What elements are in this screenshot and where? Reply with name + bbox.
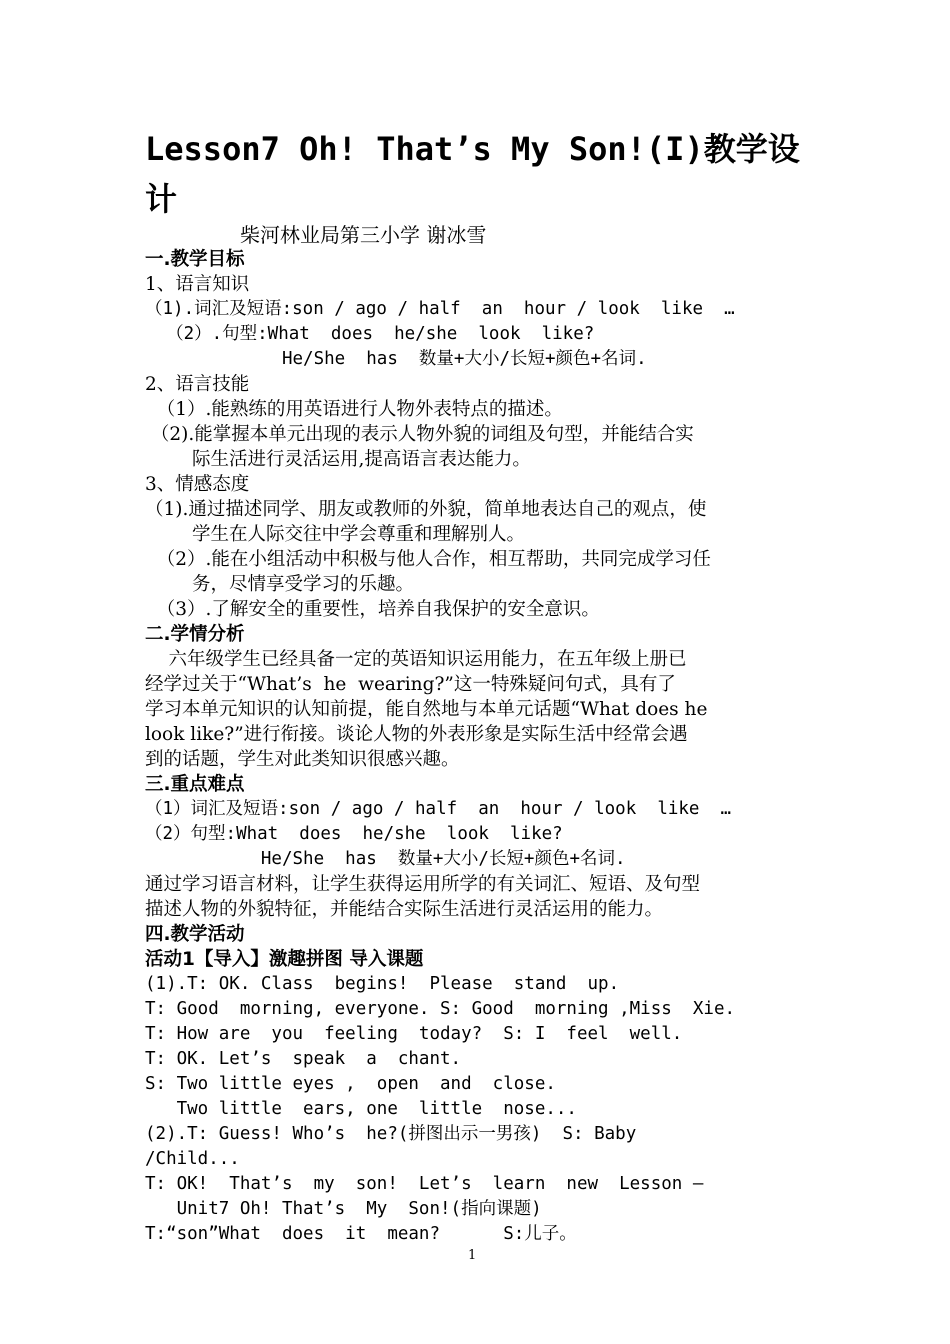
dialog-line-7: (2).T: Guess! Who’s he?(拼图出示一男孩) S: Baby (145, 1124, 637, 1144)
page-number: 1 (468, 1248, 477, 1263)
attitude-line-2: 学生在人际交往中学会尊重和理解别人。 (145, 524, 526, 545)
key-summary-line-1: 通过学习语言材料，让学生获得运用所学的有关词汇、短语、及句型 (145, 874, 701, 895)
title-line-2: 计 (145, 180, 178, 218)
analysis-line-4: look like?”进行衔接。谈论人物的外表形象是实际生活中经常会遇 (145, 724, 688, 745)
activity-1-heading: 活动1【导入】激趣拼图 导入课题 (145, 949, 424, 970)
dialog-line-3: T: How are you feeling today? S: I feel well. (145, 1024, 683, 1044)
author-line: 柴河林业局第三小学 谢冰雪 (240, 223, 487, 247)
dialog-line-1: (1).T: OK. Class begins! Please stand up. (145, 974, 620, 994)
key-sentence-pattern-line: He/She has 数量+大小/长短+颜色+名词. (145, 849, 626, 869)
skills-line-1: （1）.能熟练的用英语进行人物外表特点的描述。 (145, 399, 563, 420)
subheading-language-skills: 2、语言技能 (145, 374, 250, 395)
analysis-line-1: 六年级学生已经具备一定的英语知识运用能力，在五年级上册已 (145, 649, 687, 670)
skills-line-3: 际生活进行灵活运用,提高语言表达能力。 (145, 449, 531, 470)
analysis-line-3: 学习本单元知识的认知前提，能自然地与本单元话题“What does he (145, 699, 708, 720)
dialog-line-2: T: Good morning, everyone. S: Good morning ,Miss Xie. (145, 999, 736, 1019)
analysis-line-2: 经学过关于“What’s he wearing?”这一特殊疑问句式，具有了 (145, 674, 676, 695)
objective-vocab-line: （1).词汇及短语:son / ago / half an hour / look like … (145, 299, 735, 319)
skills-line-2: （2).能掌握本单元出现的表示人物外貌的词组及句型，并能结合实 (145, 424, 694, 445)
title-line-1: Lesson7 Oh! That’s My Son!(I)教学设 (145, 130, 800, 168)
attitude-line-1: （1).通过描述同学、朋友或教师的外貌，简单地表达自己的观点，使 (145, 499, 707, 520)
dialog-line-10: Unit7 Oh! That’s My Son!(指向课题) (145, 1199, 542, 1219)
dialog-line-6: Two little ears, one little nose... (145, 1099, 577, 1119)
key-summary-line-2: 描述人物的外貌特征，并能结合实际生活进行灵活运用的能力。 (145, 899, 664, 920)
dialog-line-5: S: Two little eyes , open and close. (145, 1074, 556, 1094)
attitude-line-3: （2）.能在小组活动中积极与他人合作，相互帮助，共同完成学习任 (145, 549, 711, 570)
section-heading-analysis: 二.学情分析 (145, 624, 245, 645)
dialog-line-9: T: OK! That’s my son! Let’s learn new Lesson — (145, 1174, 704, 1194)
subheading-language-knowledge: 1、语言知识 (145, 274, 250, 295)
objective-sentence-line: （2）.句型:What does he/she look like? (145, 324, 595, 344)
subheading-attitudes: 3、情感态度 (145, 474, 250, 495)
dialog-line-4: T: OK. Let’s speak a chant. (145, 1049, 462, 1069)
analysis-line-5: 到的话题，学生对此类知识很感兴趣。 (145, 749, 460, 770)
section-heading-key-points: 三.重点难点 (145, 774, 245, 795)
key-sentence-line: （2）句型:What does he/she look like? (145, 824, 563, 844)
key-vocab-line: （1）词汇及短语:son / ago / half an hour / look like … (145, 799, 732, 819)
objective-sentence-pattern-line: He/She has 数量+大小/长短+颜色+名词. (145, 349, 647, 369)
dialog-line-8: /Child... (145, 1149, 240, 1169)
section-heading-activities: 四.教学活动 (145, 924, 245, 945)
document-title (145, 124, 825, 224)
attitude-line-5: （3）.了解安全的重要性，培养自我保护的安全意识。 (145, 599, 600, 620)
section-heading-objectives: 一.教学目标 (145, 249, 245, 270)
dialog-line-11: T:“son”What does it mean? S:儿子。 (145, 1224, 577, 1244)
attitude-line-4: 务，尽情享受学习的乐趣。 (145, 574, 415, 595)
